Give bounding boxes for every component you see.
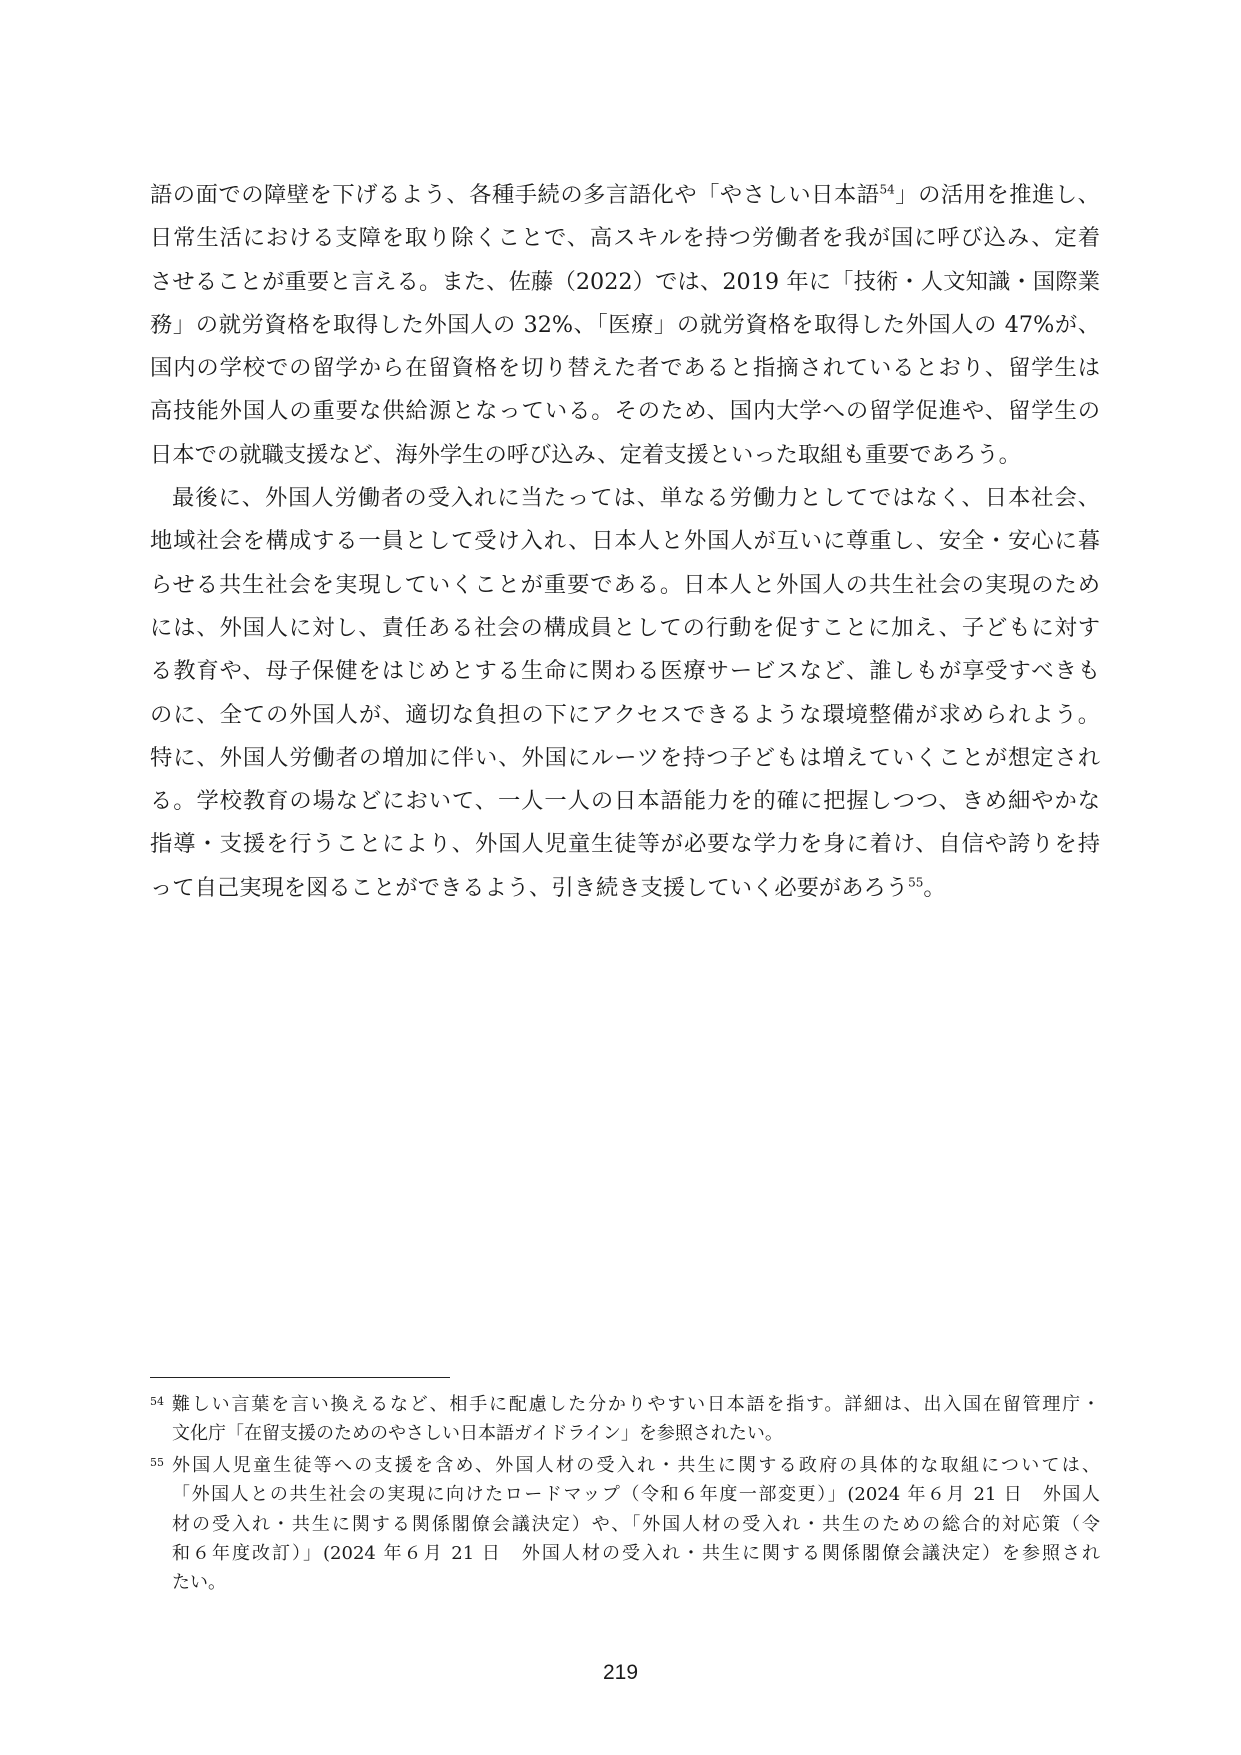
body-text-segment: 。	[923, 874, 946, 901]
footnote-number: 54	[150, 1395, 164, 1408]
footnote-line: 文化庁「在留支援のためのやさしい日本語ガイドライン」を参照されたい。	[172, 1423, 783, 1445]
page-number: 219	[602, 1661, 639, 1684]
body-line: 指導・支援を行うことにより、外国人児童生徒等が必要な学力を身に着け、自信や誇りを持	[150, 831, 1100, 858]
body-line: らせる共生社会を実現していくことが重要である。日本人と外国人の共生社会の実現のため	[150, 571, 1100, 598]
body-line: 日本での就職支援など、海外学生の呼び込み、定着支援といった取組も重要であろう。	[150, 441, 1021, 468]
footnote-54	[150, 1390, 1100, 1449]
footnote-line: 「外国人との共生社会の実現に向けたロードマップ（令和６年度一部変更）」(2024 年６月 21 日 外国人	[172, 1484, 1100, 1506]
footnote-line: 材の受入れ・共生に関する関係閣僚会議決定）や、「外国人材の受入れ・共生のための総合的対応策（令	[172, 1513, 1100, 1535]
body-line: る。学校教育の場などにおいて、一人一人の日本語能力を的確に把握しつつ、きめ細やかな	[150, 788, 1100, 815]
body-text-segment: 」の活用を推進し、	[894, 182, 1100, 208]
body-line: 務」の就労資格を取得した外国人の 32%、「医療」の就労資格を取得した外国人の 47%が、	[150, 311, 1100, 338]
body-line: 特に、外国人労働者の増加に伴い、外国にルーツを持つ子どもは増えていくことが想定され	[150, 744, 1100, 771]
footnote-ref-55[interactable]: 55	[908, 875, 924, 890]
body-line: 最後に、外国人労働者の受入れに当たっては、単なる労働力としてではなく、日本社会、	[172, 485, 1100, 512]
body-line	[150, 867, 1100, 910]
body-line: る教育や、母子保健をはじめとする生命に関わる医療サービスなど、誰しもが享受すべきも	[150, 658, 1100, 685]
body-text	[150, 174, 1100, 910]
body-line: させることが重要と言える。また、佐藤（2022）では、2019 年に「技術・人文知識・国際業	[150, 268, 1100, 295]
body-line: 国内の学校での留学から在留資格を切り替えた者であると指摘されているとおり、留学生は	[150, 355, 1100, 382]
footnote-line: 外国人児童生徒等への支援を含め、外国人材の受入れ・共生に関する政府の具体的な取組については、	[172, 1454, 1100, 1476]
body-line	[150, 174, 1100, 217]
footnotes	[150, 1390, 1100, 1600]
footnote-line: 難しい言葉を言い換えるなど、相手に配慮した分かりやすい日本語を指す。詳細は、出入国在留管理庁・	[172, 1394, 1100, 1415]
footnote-number: 55	[150, 1455, 164, 1469]
footnote-ref-54[interactable]: 54	[879, 182, 895, 197]
footnote-divider	[150, 1377, 450, 1378]
body-line: 高技能外国人の重要な供給源となっている。そのため、国内大学への留学促進や、留学生の	[150, 398, 1100, 425]
footnote-line: たい。	[172, 1572, 226, 1594]
body-line: 地域社会を構成する一員として受け入れ、日本人と外国人が互いに尊重し、安全・安心に暮	[150, 528, 1100, 555]
body-text-segment: って自己実現を図ることができるよう、引き続き支援していく必要があろう	[150, 874, 909, 901]
body-line: のに、全ての外国人が、適切な負担の下にアクセスできるような環境整備が求められよう。	[150, 701, 1100, 728]
footnote-line: 和６年度改訂）」(2024 年６月 21 日 外国人材の受入れ・共生に関する関係閣僚会議決定）を参照され	[172, 1542, 1100, 1564]
footnote-55	[150, 1451, 1100, 1598]
body-line: には、外国人に対し、責任ある社会の構成員としての行動を促すことに加え、子どもに対す	[150, 614, 1100, 641]
body-line: 日常生活における支障を取り除くことで、高スキルを持つ労働者を我が国に呼び込み、定着	[150, 225, 1100, 252]
body-text-segment: 語の面での障壁を下げるよう、各種手続の多言語化や「やさしい日本語	[150, 182, 880, 208]
